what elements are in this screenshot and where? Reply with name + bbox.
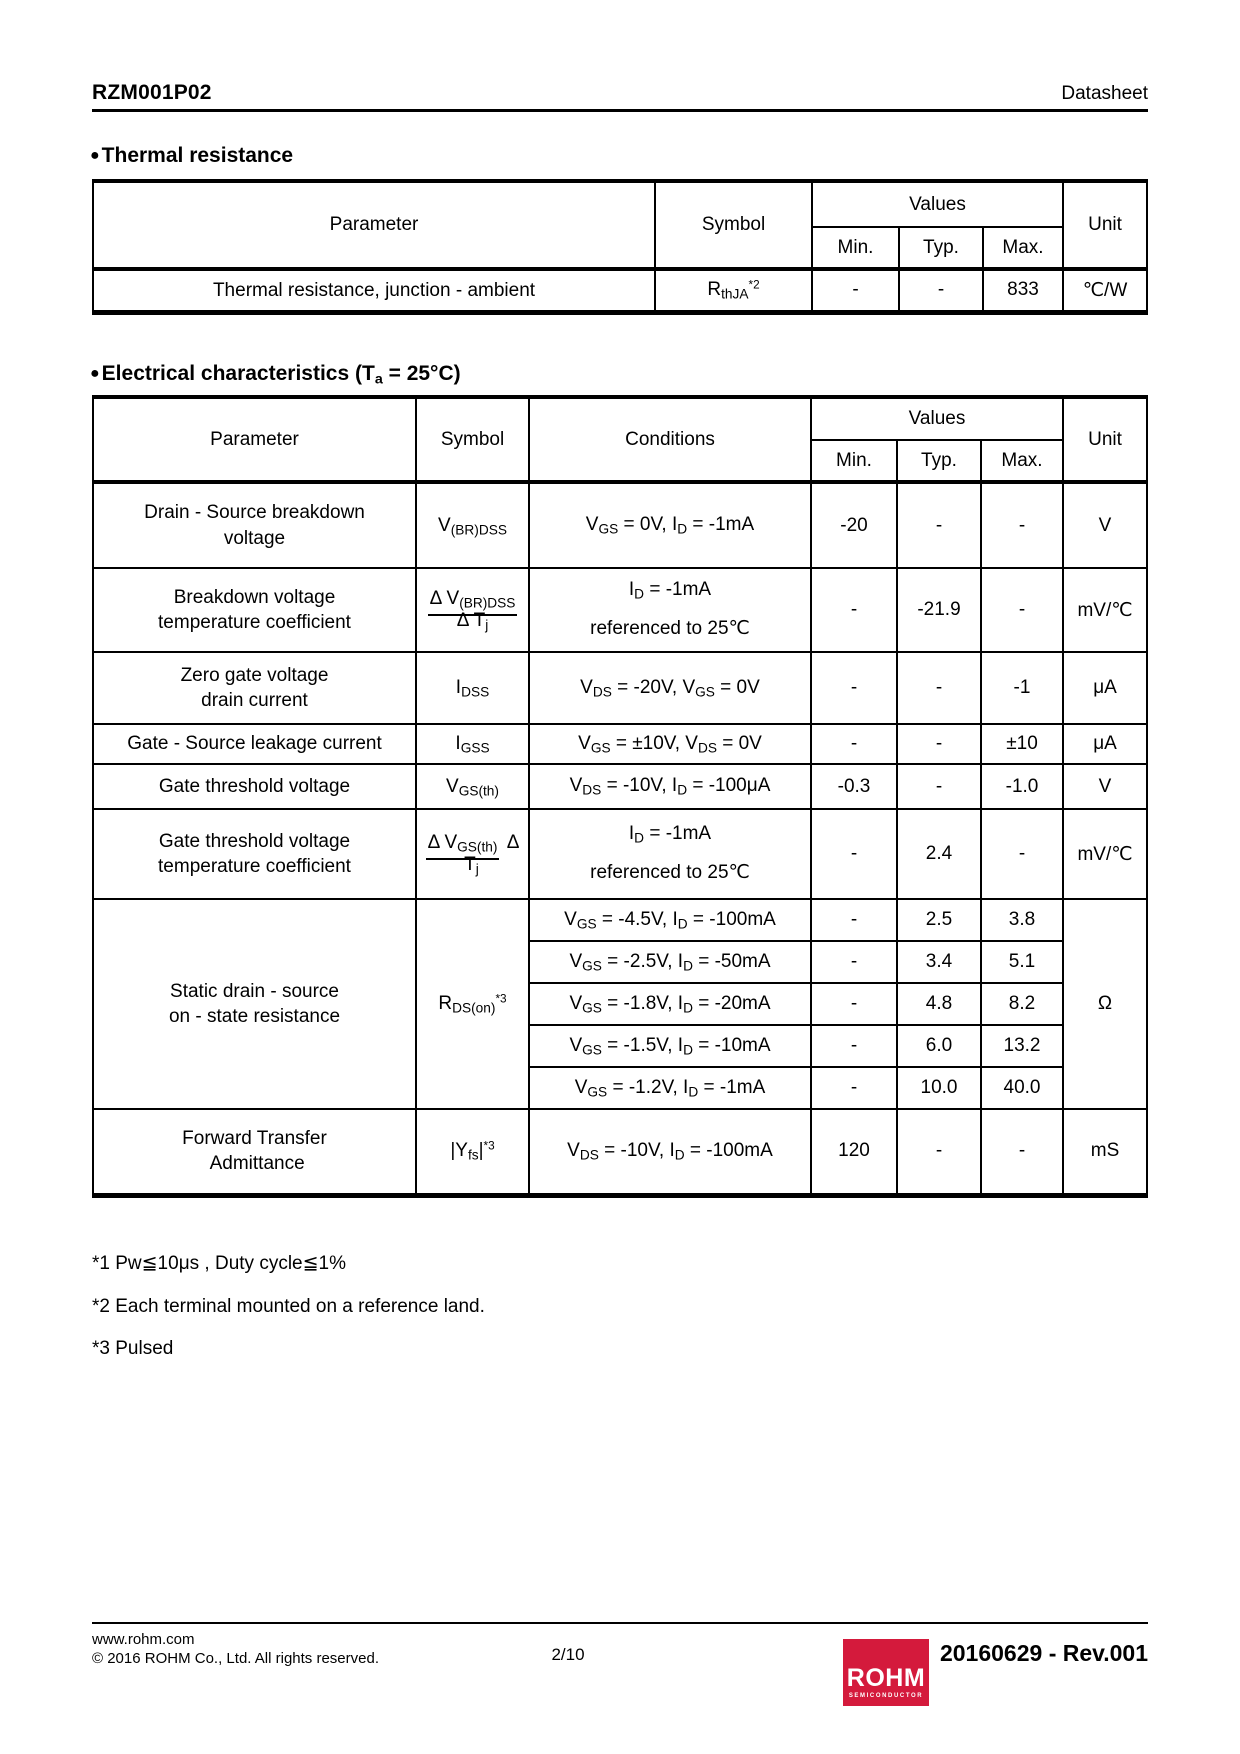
conditions-cell: $I_D = -1mA$ referenced to 25℃ <box>529 568 811 652</box>
typ-cell: - <box>897 482 981 568</box>
conditions-cell: $V_{GS} = -1.8V$, $I_D = -20mA$ <box>529 983 811 1025</box>
col-header-max: Max. <box>983 227 1063 269</box>
conditions-cell: $V_{GS} = 0V$, $I_D = -1mA$ <box>529 482 811 568</box>
page-number: 2/10 <box>551 1645 585 1664</box>
symbol-cell: $R_{thJA}^{*2}$ <box>655 269 812 312</box>
max-cell: 13.2 <box>981 1025 1063 1067</box>
symbol-cell: $R_{DS(on)}^{*3}$ <box>416 899 529 1109</box>
symbol-cell: $V_{(BR)DSS}$ <box>416 482 529 568</box>
footnote-3: *3 Pulsed <box>92 1338 174 1359</box>
thermal-title-text: Thermal resistance <box>101 144 294 167</box>
typ-cell: 3.4 <box>897 941 981 983</box>
typ-cell: 6.0 <box>897 1025 981 1067</box>
table-row <box>93 764 1147 809</box>
col-header-unit: Unit <box>1063 181 1147 269</box>
symbol-fraction: Δ $V_{(BR)DSS}$ Δ $T_j$ <box>429 588 516 633</box>
min-cell: - <box>811 652 897 724</box>
parameter-cell: Thermal resistance, junction - ambient <box>93 269 655 312</box>
typ-cell: - <box>897 1109 981 1195</box>
parameter-cell: Forward Transfer Admittance <box>93 1109 416 1195</box>
parameter-cell: Zero gate voltage drain current <box>93 652 416 724</box>
parameter-cell: Drain - Source breakdown voltage <box>93 482 416 568</box>
table-row <box>93 809 1147 899</box>
electrical-title-text: Electrical characteristics $(T_a = 25^\circ C)$ <box>101 362 461 388</box>
unit-cell: μA <box>1063 724 1147 764</box>
footer-divider <box>92 1622 1148 1624</box>
typ-cell: - <box>897 764 981 809</box>
typ-cell: 4.8 <box>897 983 981 1025</box>
typ-cell: 2.4 <box>897 809 981 899</box>
electrical-table <box>92 395 1148 1198</box>
table-row <box>93 568 1147 652</box>
min-cell: -0.3 <box>811 764 897 809</box>
bullet-icon: ● <box>90 147 100 164</box>
conditions-cell: $I_D = -1mA$ referenced to 25℃ <box>529 809 811 899</box>
doc-type-label: Datasheet <box>1061 83 1148 104</box>
parameter-cell: Breakdown voltage temperature coefficient <box>93 568 416 652</box>
min-cell: - <box>811 809 897 899</box>
symbol-cell <box>416 568 529 652</box>
min-cell: - <box>811 941 897 983</box>
col-header-parameter: Parameter <box>93 181 655 269</box>
unit-cell: mV/℃ <box>1063 809 1147 899</box>
rohm-logo-subtext: SEMICONDUCTOR <box>848 1693 924 1699</box>
symbol-cell <box>416 809 529 899</box>
revision-label: 20160629 - Rev.001 <box>939 1640 1148 1666</box>
max-cell: - <box>981 482 1063 568</box>
unit-cell: V <box>1063 482 1147 568</box>
conditions-cell: $V_{DS} = -20V$, $V_{GS} = 0V$ <box>529 652 811 724</box>
typ-cell: - <box>897 724 981 764</box>
unit-cell: μA <box>1063 652 1147 724</box>
col-header-values: Values <box>812 181 1063 227</box>
typ-cell: - <box>897 652 981 724</box>
col-header-conditions: Conditions <box>529 397 811 482</box>
col-header-parameter: Parameter <box>93 397 416 482</box>
max-cell: - <box>981 568 1063 652</box>
conditions-cell: $V_{DS} = -10V$, $I_D = -100\mu A$ <box>529 764 811 809</box>
parameter-cell: Gate threshold voltage <box>93 764 416 809</box>
min-cell: - <box>811 1025 897 1067</box>
conditions-cell: $V_{DS} = -10V$, $I_D = -100mA$ <box>529 1109 811 1195</box>
conditions-cell: $V_{GS} = -4.5V$, $I_D = -100mA$ <box>529 899 811 941</box>
footer-copyright: © 2016 ROHM Co., Ltd. All rights reserved. <box>92 1650 379 1667</box>
unit-cell: mV/℃ <box>1063 568 1147 652</box>
symbol-fraction: Δ $V_{GS(th)}$ Δ $T_j$ <box>427 832 520 877</box>
footnote-2: *2 Each terminal mounted on a reference land. <box>92 1296 485 1317</box>
max-cell: -1.0 <box>981 764 1063 809</box>
doc-header <box>92 72 1148 112</box>
rohm-logo-wordmark: ROHM <box>846 1664 926 1692</box>
unit-cell: mS <box>1063 1109 1147 1195</box>
thermal-section-title <box>90 144 293 168</box>
max-cell: 40.0 <box>981 1067 1063 1109</box>
col-header-unit: Unit <box>1063 397 1147 482</box>
typ-cell: 2.5 <box>897 899 981 941</box>
bullet-icon: ● <box>90 365 100 382</box>
footnote-1: *1 Pw≦10μs , Duty cycle≦1% <box>92 1253 346 1274</box>
min-cell: - <box>811 1067 897 1109</box>
max-cell: -1 <box>981 652 1063 724</box>
col-header-min: Min. <box>811 440 897 482</box>
typ-cell: -21.9 <box>897 568 981 652</box>
typ-cell: 10.0 <box>897 1067 981 1109</box>
parameter-cell: Static drain - source on - state resistance <box>93 899 416 1109</box>
part-number: RZM001P02 <box>92 81 212 104</box>
min-cell: - <box>812 269 899 312</box>
table-row <box>93 652 1147 724</box>
symbol-cell: $I_{GSS}$ <box>416 724 529 764</box>
thermal-table <box>92 179 1148 315</box>
table-row <box>93 899 1147 941</box>
conditions-cell: $V_{GS} = -1.5V$, $I_D = -10mA$ <box>529 1025 811 1067</box>
conditions-cell: $V_{GS} = -1.2V$, $I_D = -1mA$ <box>529 1067 811 1109</box>
unit-cell: ℃/W <box>1063 269 1147 312</box>
typ-cell: - <box>899 269 983 312</box>
col-header-typ: Typ. <box>899 227 983 269</box>
min-cell: - <box>811 724 897 764</box>
unit-cell: Ω <box>1063 899 1147 1109</box>
conditions-cell: $V_{GS} = -2.5V$, $I_D = -50mA$ <box>529 941 811 983</box>
table-row <box>93 482 1147 568</box>
max-cell: - <box>981 809 1063 899</box>
col-header-symbol: Symbol <box>416 397 529 482</box>
symbol-cell: $I_{DSS}$ <box>416 652 529 724</box>
min-cell: - <box>811 983 897 1025</box>
col-header-min: Min. <box>812 227 899 269</box>
max-cell: ±10 <box>981 724 1063 764</box>
min-cell: - <box>811 899 897 941</box>
min-cell: - <box>811 568 897 652</box>
footer-url: www.rohm.com <box>92 1631 195 1648</box>
rohm-logo <box>843 1639 929 1706</box>
max-cell: 5.1 <box>981 941 1063 983</box>
col-header-values: Values <box>811 397 1063 440</box>
col-header-typ: Typ. <box>897 440 981 482</box>
conditions-cell: $V_{GS} = \pm 10V$, $V_{DS} = 0V$ <box>529 724 811 764</box>
max-cell: 8.2 <box>981 983 1063 1025</box>
min-cell: 120 <box>811 1109 897 1195</box>
parameter-cell: Gate - Source leakage current <box>93 724 416 764</box>
max-cell: - <box>981 1109 1063 1195</box>
parameter-cell: Gate threshold voltage temperature coefficient <box>93 809 416 899</box>
max-cell: 3.8 <box>981 899 1063 941</box>
table-row <box>93 269 1147 312</box>
table-row <box>93 1109 1147 1195</box>
table-row <box>93 724 1147 764</box>
symbol-cell: $V_{GS(th)}$ <box>416 764 529 809</box>
electrical-section-title <box>90 362 461 386</box>
max-cell: 833 <box>983 269 1063 312</box>
unit-cell: V <box>1063 764 1147 809</box>
symbol-cell: $|Y_{fs}|^{*3}$ <box>416 1109 529 1195</box>
col-header-symbol: Symbol <box>655 181 812 269</box>
min-cell: -20 <box>811 482 897 568</box>
col-header-max: Max. <box>981 440 1063 482</box>
